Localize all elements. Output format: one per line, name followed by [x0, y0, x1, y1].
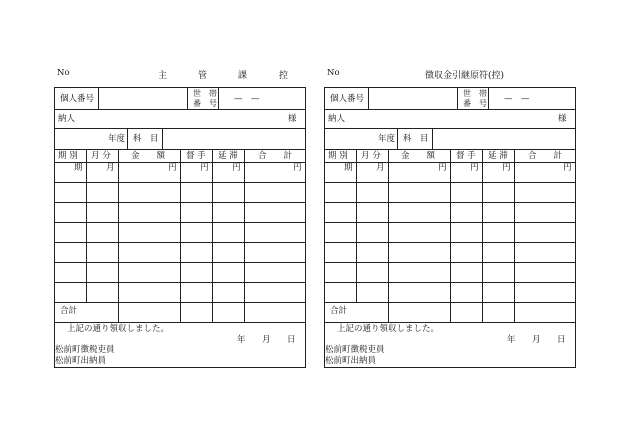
- unit-tsuki: 月: [376, 163, 385, 173]
- col-header-gokei: 合 計: [258, 151, 293, 161]
- col-header-kingaku: 金 額: [131, 151, 166, 161]
- kojin-bango-label: 個人番号: [60, 94, 95, 104]
- date-year: 年: [507, 335, 516, 345]
- setai-label: 世 帯: [193, 89, 217, 98]
- nonin-label: 納人: [328, 114, 346, 124]
- nendo-label: 年度: [378, 134, 396, 144]
- date-year: 年: [237, 335, 246, 345]
- col-header-tokushu: 督 手: [456, 151, 476, 161]
- sama-label: 様: [558, 114, 567, 124]
- date-month: 月: [532, 335, 541, 345]
- right-title: 徴収金引継原符(控): [425, 71, 505, 81]
- left-title-char: 管: [198, 71, 208, 81]
- gokei-label: 合計: [330, 306, 348, 316]
- received-text: 上記の通り領収しました。: [337, 324, 440, 334]
- unit-yen: 円: [232, 163, 241, 173]
- left-title-char: 課: [238, 71, 248, 81]
- left-no-label: No: [57, 68, 70, 78]
- bango-label: 番 号: [463, 99, 487, 108]
- col-header-kibetsu: 期 別: [328, 151, 348, 161]
- col-header-tsukibun: 月 分: [91, 151, 111, 161]
- kamoku-label: 科 目: [133, 134, 159, 144]
- unit-yen: 円: [438, 163, 447, 173]
- unit-yen: 円: [470, 163, 479, 173]
- unit-yen: 円: [293, 163, 302, 173]
- gokei-label: 合計: [60, 306, 78, 316]
- unit-tsuki: 月: [106, 163, 115, 173]
- unit-yen: 円: [563, 163, 572, 173]
- date-month: 月: [262, 335, 271, 345]
- setai-bango-value: — —: [234, 94, 260, 104]
- col-header-kingaku: 金 額: [401, 151, 436, 161]
- bango-label: 番 号: [193, 99, 217, 108]
- left-title-char: 控: [279, 71, 289, 81]
- col-header-kibetsu: 期 別: [58, 151, 78, 161]
- col-header-tokushu: 督 手: [186, 151, 206, 161]
- date-day: 日: [287, 335, 296, 345]
- left-title-char: 主: [158, 71, 168, 81]
- kojin-bango-label: 個人番号: [330, 94, 365, 104]
- nendo-label: 年度: [108, 134, 126, 144]
- staff-treasurer: 松前町出納員: [325, 356, 377, 366]
- col-header-entai: 延 滞: [218, 151, 238, 161]
- staff-tax-collector: 松前町徴税吏員: [325, 345, 385, 355]
- staff-treasurer: 松前町出納員: [55, 356, 107, 366]
- unit-yen: 円: [502, 163, 511, 173]
- sama-label: 様: [288, 114, 297, 124]
- left-receipt-form: [54, 87, 306, 368]
- col-header-entai: 延 滞: [488, 151, 508, 161]
- unit-ki: 期: [74, 163, 83, 173]
- date-day: 日: [557, 335, 566, 345]
- unit-yen: 円: [168, 163, 177, 173]
- unit-yen: 円: [200, 163, 209, 173]
- col-header-tsukibun: 月 分: [361, 151, 381, 161]
- right-no-label: No: [327, 68, 340, 78]
- staff-tax-collector: 松前町徴税吏員: [55, 345, 115, 355]
- setai-bango-value: — —: [504, 94, 530, 104]
- kamoku-label: 科 目: [403, 134, 429, 144]
- received-text: 上記の通り領収しました。: [67, 324, 170, 334]
- right-receipt-form: [324, 87, 576, 368]
- unit-ki: 期: [344, 163, 353, 173]
- nonin-label: 納人: [58, 114, 76, 124]
- setai-label: 世 帯: [463, 89, 487, 98]
- col-header-gokei: 合 計: [528, 151, 563, 161]
